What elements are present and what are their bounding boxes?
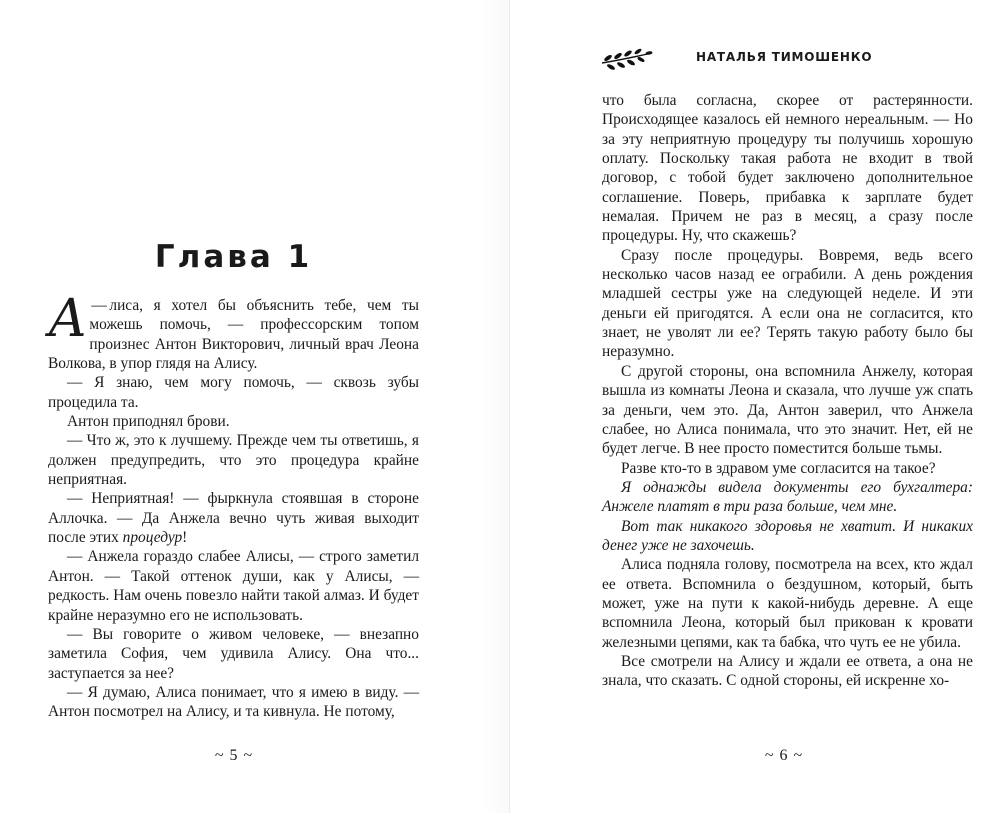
paragraph bbox=[602, 246, 973, 362]
paragraph bbox=[602, 459, 973, 478]
paragraph bbox=[48, 289, 419, 373]
paragraph-text: — Я знаю, чем могу помочь, — сквозь зубы процедила та. bbox=[48, 374, 419, 411]
paragraph-text: — Анжела гораздо слабее Алисы, — строго заметил Антон. — Такой оттенок души, как у Алисы, — редкость. Нам очень повезло найти такой алмаз. И будет крайне неразумно его не использовать. bbox=[48, 548, 419, 624]
right-page-body bbox=[602, 91, 973, 691]
paragraph bbox=[48, 431, 419, 489]
paragraph-text: С другой стороны, она вспомнила Анжелу, которая вышла из комнаты Леона и сказала, что лучше уж спать за деньги, чем это. Да, Антон заверил, что Анжела слабее, но Алиса понимала, что это значит. Нет, ей не будет легче. В нее просто поместится больше тьмы. bbox=[602, 362, 973, 458]
chapter-title: Глава 1 bbox=[154, 239, 313, 275]
paragraph bbox=[48, 489, 419, 547]
paragraph-text: Вот так никакого здоровья не хватит. И никаких денег уже не захочешь. bbox=[602, 517, 973, 554]
paragraph bbox=[602, 91, 973, 246]
paragraph-text: что была согласна, скорее от растерянности. Происходящее казалось ей немного нереальным. — Но за эту неприятную процедуру ты получишь хорошую оплату. Поскольку такая работа не входит в твой договор, с тобой будет заключено дополнительное соглашение. Поверь, прибавка к зарплате будет немалая. Причем не раз в месяц, а сразу после процедуры. Ну, что скажешь? bbox=[602, 92, 973, 245]
paragraph bbox=[48, 683, 419, 722]
paragraph bbox=[48, 625, 419, 683]
running-head-author: НАТАЛЬЯ ТИМОШЕНКО bbox=[696, 50, 873, 64]
paragraph-text: Разве кто-то в здравом уме согласится на такое? bbox=[621, 459, 936, 477]
paragraph-text: Все смотрели на Алису и ждали ее ответа, а она не знала, что сказать. С одной стороны, ей искренне хо- bbox=[602, 652, 973, 690]
paragraph-text: — Я думаю, Алиса понимает, что я имею в виду. — Антон посмотрел на Алису, и та кивнула. Не потому, bbox=[48, 683, 419, 721]
italic-emphasis: процедур bbox=[122, 529, 183, 547]
gutter-shadow bbox=[480, 0, 509, 813]
paragraph bbox=[602, 362, 973, 459]
page-number-left: ~ 5 ~ bbox=[214, 747, 254, 764]
paragraph bbox=[48, 373, 419, 412]
laurel-branch-icon bbox=[600, 48, 654, 70]
page-number-right: ~ 6 ~ bbox=[764, 747, 804, 764]
paragraph-text: ! bbox=[182, 529, 188, 547]
paragraph bbox=[48, 547, 419, 624]
right-page bbox=[510, 0, 1003, 813]
paragraph bbox=[48, 412, 419, 431]
dropcap-dash: — bbox=[91, 297, 107, 314]
paragraph-text: Сразу после процедуры. Вовремя, ведь всего несколько часов назад ее ограбили. А день рождения младшей сестры уже на следующей неделе. И эти деньги ей пригодятся. А если она не согласится, кто знает, не уволят ли ее? Терять такую работу было бы неразумно. bbox=[602, 246, 973, 361]
paragraph-text: Алиса подняла голову, посмотрела на всех, кто ждал ее ответа. Вспомнила о бездушном, который, быть может, уже на пути к какой-нибудь деревне. А еще вспомнила Леона, который был прикован к кровати железными цепями, как та бабка, что чуть ее не убила. bbox=[602, 556, 973, 651]
paragraph-text: — Вы говорите о живом человеке, — внезапно заметила София, чем удивила Алису. Она что... заступается за нее? bbox=[48, 625, 419, 682]
paragraph-text: Я однажды видела документы его бухгалтера: Анжеле платят в три раза больше, чем мне. bbox=[602, 478, 973, 516]
italic-thought bbox=[602, 478, 973, 517]
paragraph-text: Антон приподнял брови. bbox=[67, 413, 230, 431]
italic-thought bbox=[602, 517, 973, 556]
paragraph-text: лиса, я хотел бы объяснить тебе, чем ты можешь помочь, — профессорским топом произнес Антон Викторович, личный врач Леона Волкова, в упор глядя на Алису. bbox=[48, 297, 419, 373]
paragraph bbox=[602, 652, 973, 691]
paragraph bbox=[602, 555, 973, 652]
dropcap-letter: А bbox=[48, 289, 88, 349]
paragraph-text: — Неприятная! — фыркнула стоявшая в стороне Аллочка. — Да Анжела вечно чуть живая выходит после этих bbox=[48, 490, 419, 547]
paragraph-text: — Что ж, это к лучшему. Прежде чем ты ответишь, я должен предупредить, что это процедура крайне неприятная. bbox=[48, 432, 419, 489]
left-page-body bbox=[48, 289, 419, 722]
